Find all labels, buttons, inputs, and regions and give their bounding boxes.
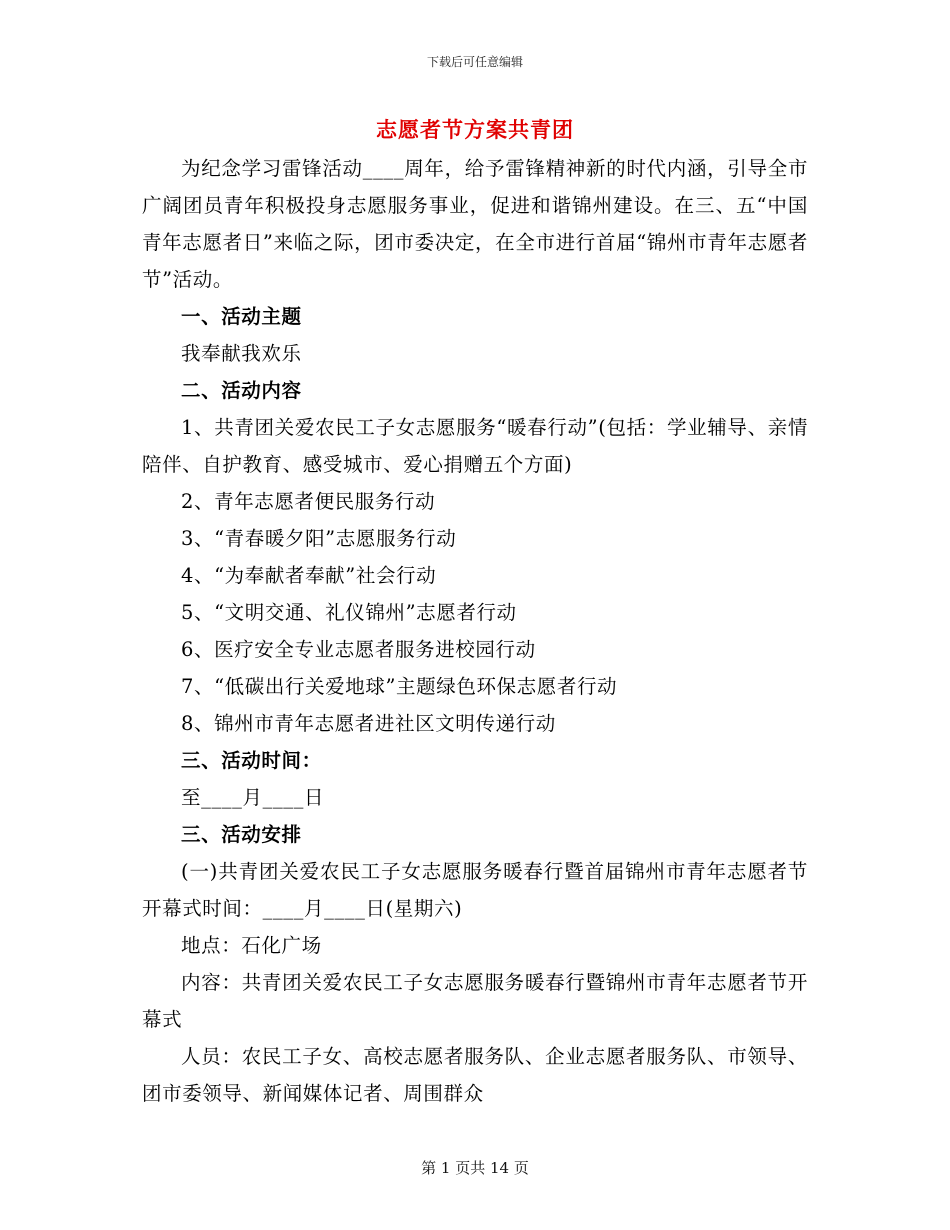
section-heading-content: 二、活动内容 bbox=[181, 379, 302, 402]
intro-paragraph: 为纪念学习雷锋活动____周年，给予雷锋精神新的时代内涵，引导全市广阔团员青年积极投身志愿服务事业，促进和谐锦州建设。在三、五“中国青年志愿者日”来临之际，团市委决定，在全市进行首届“锦州市青年志愿者节”活动。 bbox=[142, 157, 808, 291]
section-heading-theme: 一、活动主题 bbox=[181, 305, 302, 328]
content-item-4: 4、“为奉献者奉献”社会行动 bbox=[181, 564, 437, 587]
section-heading-arrangement: 三、活动安排 bbox=[181, 823, 302, 846]
content-item-3: 3、“青春暖夕阳”志愿服务行动 bbox=[181, 527, 457, 550]
content-item-2: 2、青年志愿者便民服务行动 bbox=[181, 490, 436, 513]
document-body bbox=[142, 150, 808, 1112]
time-text: 至____月____日 bbox=[181, 786, 325, 809]
arrangement-location: 地点：石化广场 bbox=[181, 934, 322, 957]
arrangement-content: 内容：共青团关爱农民工子女志愿服务暖春行暨锦州市青年志愿者节开幕式 bbox=[142, 971, 808, 1031]
document-title: 志愿者节方案共青团 bbox=[376, 117, 574, 142]
arrangement-item-1: (一)共青团关爱农民工子女志愿服务暖春行暨首届锦州市青年志愿者节开幕式时间：____月____日(星期六) bbox=[142, 860, 808, 920]
content-item-8: 8、锦州市青年志愿者进社区文明传递行动 bbox=[181, 712, 556, 735]
content-item-7: 7、“低碳出行关爱地球”主题绿色环保志愿者行动 bbox=[181, 675, 618, 698]
theme-text: 我奉献我欢乐 bbox=[181, 342, 302, 365]
content-item-6: 6、医疗安全专业志愿者服务进校园行动 bbox=[181, 638, 536, 661]
page-footer: 第 1 页共 14 页 bbox=[421, 1159, 529, 1177]
arrangement-personnel: 人员：农民工子女、高校志愿者服务队、企业志愿者服务队、市领导、团市委领导、新闻媒体记者、周围群众 bbox=[142, 1045, 808, 1105]
page-header: 下载后可任意编辑 bbox=[426, 55, 523, 69]
content-item-5: 5、“文明交通、礼仪锦州”志愿者行动 bbox=[181, 601, 517, 624]
section-heading-time: 三、活动时间： bbox=[181, 749, 322, 772]
content-item-1: 1、共青团关爱农民工子女志愿服务“暖春行动”(包括：学业辅导、亲情陪伴、自护教育、感受城市、爱心捐赠五个方面) bbox=[142, 416, 808, 476]
